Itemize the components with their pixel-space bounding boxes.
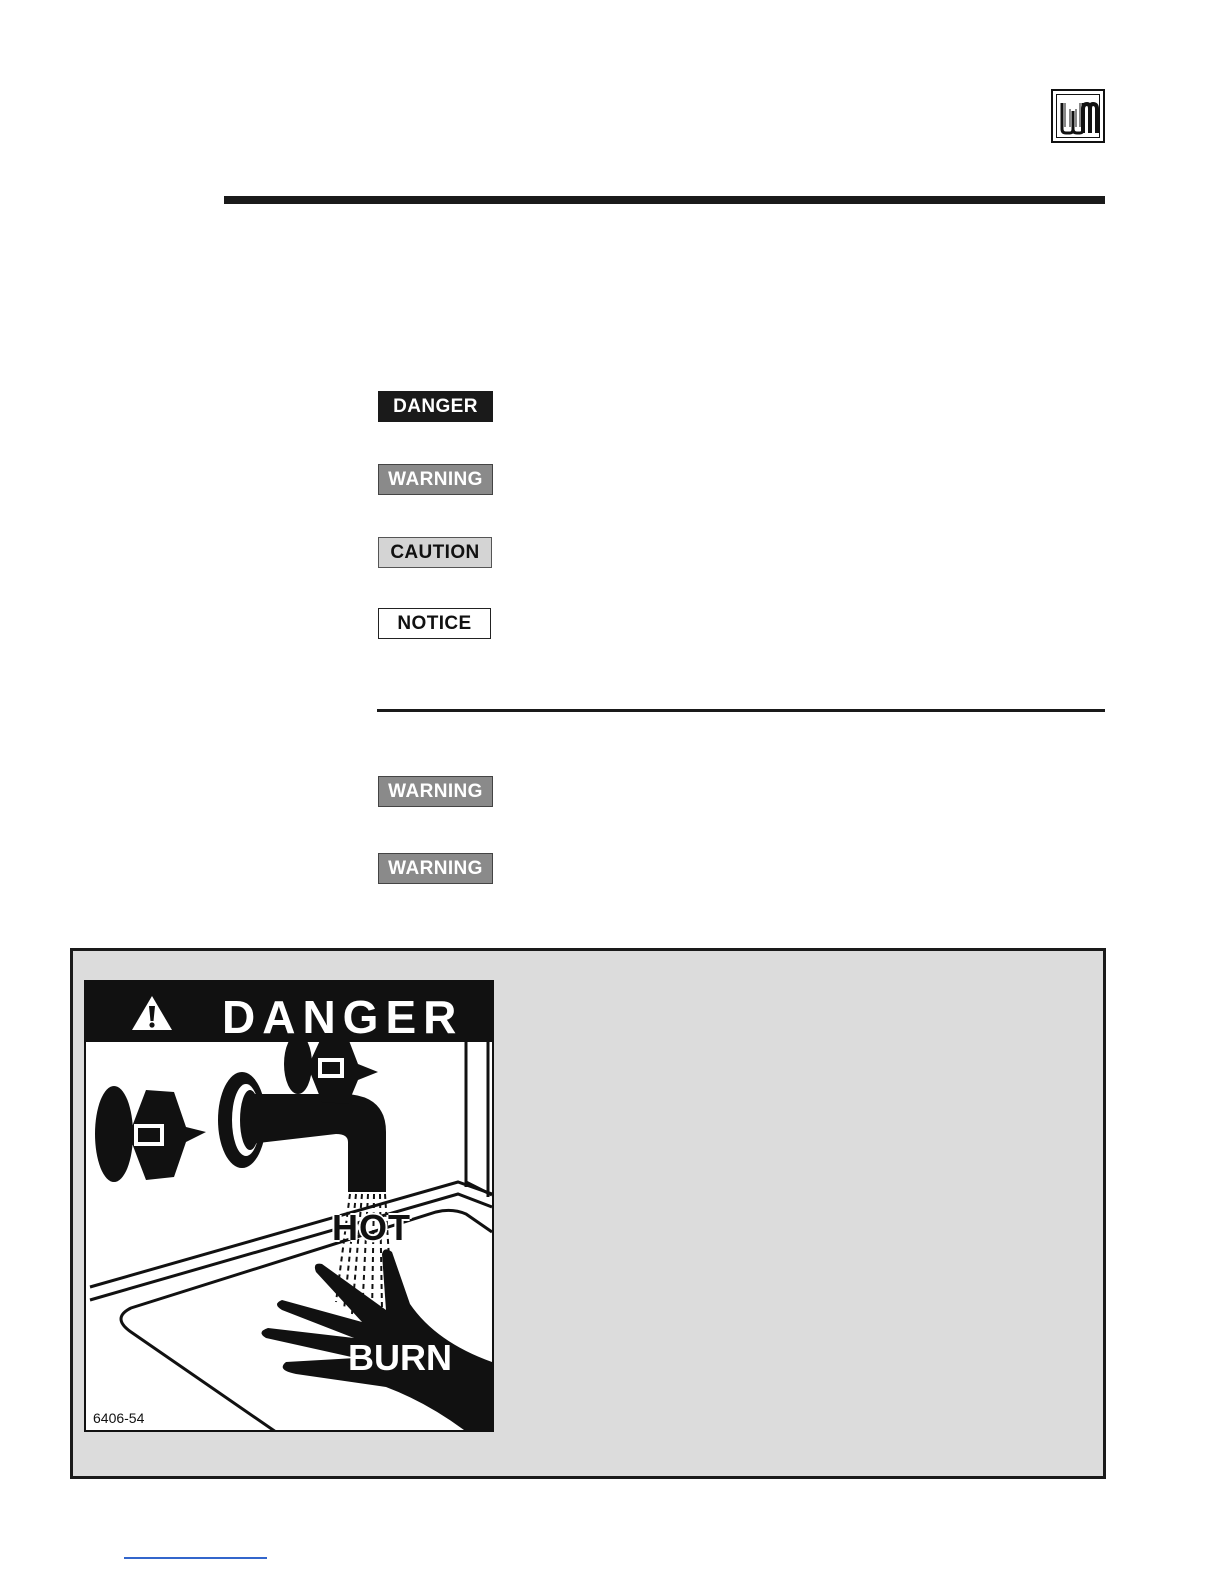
header-rule bbox=[224, 196, 1105, 204]
footer-link-underline[interactable] bbox=[124, 1557, 267, 1559]
section-divider bbox=[377, 709, 1105, 712]
figure-code: 6406-54 bbox=[93, 1410, 145, 1426]
alert-triangle-icon bbox=[130, 994, 174, 1032]
danger-label: DANGER bbox=[378, 391, 493, 422]
notice-label: NOTICE bbox=[378, 608, 491, 639]
burn-label: BURN bbox=[348, 1337, 452, 1378]
hot-water-danger-sign bbox=[84, 980, 494, 1432]
wm-logo-icon bbox=[1051, 89, 1105, 143]
hot-label: HOT bbox=[332, 1207, 411, 1248]
caution-label: CAUTION bbox=[378, 537, 492, 568]
sign-header bbox=[86, 982, 492, 1042]
warning-label: WARNING bbox=[378, 776, 493, 807]
warning-label: WARNING bbox=[378, 853, 493, 884]
warning-label: WARNING bbox=[378, 464, 493, 495]
sign-title: DANGER bbox=[222, 991, 464, 1043]
